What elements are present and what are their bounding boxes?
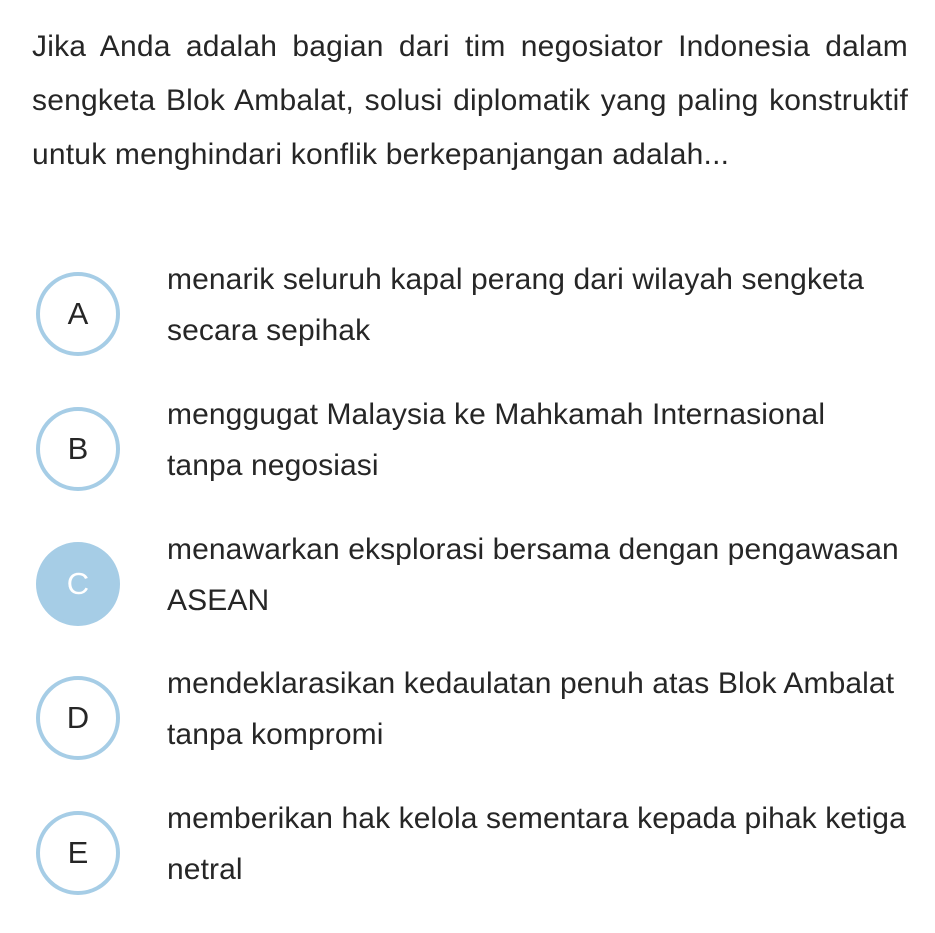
option-d[interactable] [36, 667, 908, 772]
option-e[interactable] [36, 802, 908, 907]
option-d-text[interactable]: mendeklarasikan kedaulatan penuh atas Blok Ambalat tanpa kompromi [167, 667, 895, 751]
option-b-text[interactable]: menggugat Malaysia ke Mahkamah Internasional tanpa negosiasi [167, 398, 826, 482]
question-text: Jika Anda adalah bagian dari tim negosiator Indonesia dalam sengketa Blok Ambalat, solusi diplomatik yang paling konstruktif untuk menghindari konflik berkepanjangan adalah... [32, 30, 908, 171]
option-c-letter-circle[interactable]: C [36, 542, 120, 626]
option-e-text[interactable]: memberikan hak kelola sementara kepada pihak ketiga netral [167, 802, 906, 886]
option-a-text[interactable]: menarik seluruh kapal perang dari wilayah sengketa secara sepihak [167, 263, 865, 347]
option-d-letter-circle[interactable]: D [36, 676, 120, 760]
option-c-text[interactable]: menawarkan eksplorasi bersama dengan pengawasan ASEAN [167, 533, 899, 617]
option-a[interactable] [36, 263, 908, 368]
option-c[interactable] [36, 533, 908, 638]
option-b[interactable] [36, 398, 908, 503]
option-a-letter-circle[interactable]: A [36, 272, 120, 356]
option-e-letter-circle[interactable]: E [36, 811, 120, 895]
option-b-letter-circle[interactable]: B [36, 407, 120, 491]
